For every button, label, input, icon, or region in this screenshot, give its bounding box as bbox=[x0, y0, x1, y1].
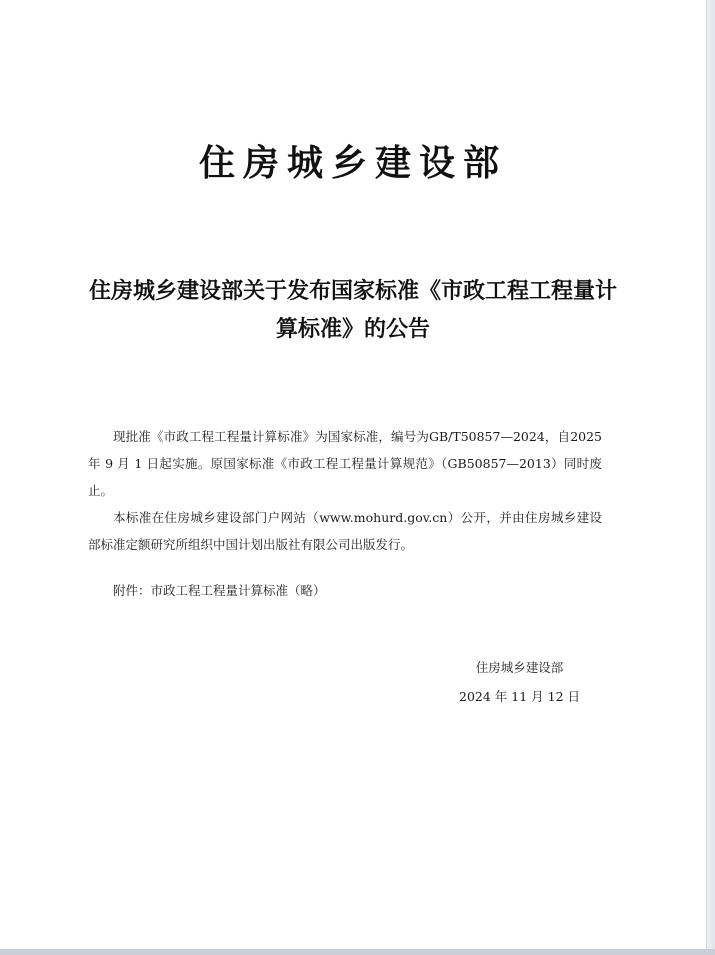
issuer-signature: 住房城乡建设部 bbox=[475, 660, 564, 675]
issue-date: 2024 年 11 月 12 日 bbox=[459, 689, 580, 704]
bottom-scroll-edge bbox=[0, 949, 715, 955]
page-edge-divider bbox=[706, 0, 715, 955]
attachment-note: 附件：市政工程工程量计算标准（略） bbox=[113, 583, 326, 598]
announcement-title bbox=[70, 272, 636, 348]
signoff-block bbox=[459, 653, 580, 711]
announcement-title-line-2: 算标准》的公告 bbox=[275, 316, 430, 342]
issuing-organization-header: 住房城乡建设部 bbox=[198, 142, 507, 184]
body-paragraph-publication: 本标准在住房城乡建设部门户网站（www.mohurd.gov.cn）公开，并由住房城乡建设部标准定额研究所组织中国计划出版社有限公司出版发行。 bbox=[88, 510, 602, 552]
announcement-body bbox=[88, 423, 602, 558]
body-paragraph-approval: 现批准《市政工程工程量计算标准》为国家标准，编号为GB/T50857—2024，自2025 年 9 月 1 日起实施。原国家标准《市政工程工程量计算规范》（GB50857—2013）同时废止。 bbox=[88, 429, 602, 498]
announcement-title-line-1: 住房城乡建设部关于发布国家标准《市政工程工程量计 bbox=[88, 278, 617, 304]
